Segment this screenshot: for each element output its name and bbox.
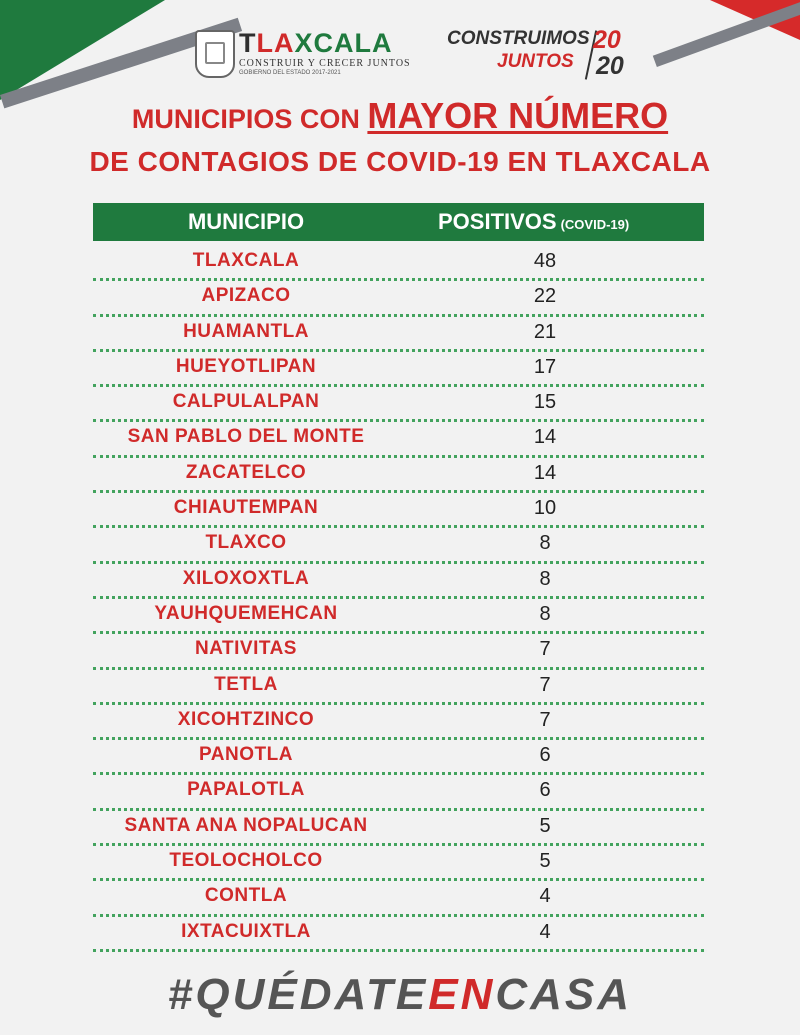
cell-positivos: 17	[533, 355, 557, 378]
table-row	[93, 599, 704, 634]
cell-positivos: 6	[539, 779, 551, 802]
table-row	[93, 705, 704, 740]
cell-positivos: 8	[539, 567, 551, 590]
cell-municipio: HUEYOTLIPAN	[175, 355, 317, 377]
table-header	[93, 203, 704, 241]
page-title-line1	[0, 96, 800, 139]
cell-positivos: 8	[539, 532, 551, 555]
table-row	[93, 775, 704, 810]
table-row	[93, 387, 704, 422]
cell-municipio: TETLA	[214, 673, 278, 695]
cell-municipio: ZACATELCO	[185, 461, 307, 483]
hashtag-part2: EN	[428, 970, 496, 1019]
cell-positivos: 21	[533, 320, 557, 343]
cell-municipio: TLAXCALA	[192, 250, 300, 271]
cell-positivos: 48	[533, 250, 557, 272]
table-row	[93, 458, 704, 493]
cell-positivos: 7	[539, 638, 551, 661]
cell-positivos: 4	[539, 885, 551, 908]
cell-municipio: CHIAUTEMPAN	[173, 497, 319, 519]
brand-name-part2: LA	[256, 28, 295, 58]
brand-name-part1: T	[239, 28, 257, 58]
table-row	[93, 740, 704, 775]
title-prefix: MUNICIPIOS CON	[131, 104, 360, 134]
slogan-logo	[447, 28, 627, 88]
brand-block	[239, 28, 411, 77]
table-row	[93, 917, 704, 952]
cell-positivos: 15	[533, 391, 557, 414]
cell-positivos: 6	[539, 744, 551, 767]
cell-municipio: TLAXCO	[205, 532, 287, 554]
cell-positivos: 4	[539, 920, 551, 943]
cell-positivos: 14	[533, 426, 557, 449]
cell-positivos: 8	[539, 602, 551, 625]
cell-positivos: 14	[533, 461, 557, 484]
slogan-year-top: 20	[593, 26, 621, 54]
state-seal-icon	[195, 30, 235, 78]
slogan-line1: CONSTRUIMOS	[447, 28, 590, 49]
cell-positivos: 7	[539, 708, 551, 731]
table-row	[93, 493, 704, 528]
cell-municipio: HUAMANTLA	[183, 320, 309, 342]
column-header-positivos	[438, 203, 629, 241]
table-row	[93, 564, 704, 599]
table-row	[93, 281, 704, 316]
cell-positivos: 5	[539, 814, 551, 837]
cell-municipio: SAN PABLO DEL MONTE	[127, 426, 365, 448]
table-row	[93, 422, 704, 457]
slogan-line2: JUNTOS	[497, 51, 574, 72]
table-row	[93, 846, 704, 881]
brand-name	[239, 28, 411, 58]
table-row	[93, 881, 704, 916]
brand-name-part3: XCALA	[294, 28, 393, 58]
column-header-positivos-label: POSITIVOS	[438, 209, 557, 234]
cell-municipio: CALPULALPAN	[172, 391, 320, 413]
column-header-municipio: MUNICIPIO	[187, 209, 305, 234]
table-body	[93, 246, 704, 952]
cell-municipio: YAUHQUEMEHCAN	[154, 602, 338, 624]
cell-positivos: 22	[533, 285, 557, 308]
cell-positivos: 10	[533, 497, 557, 520]
slogan-year-bottom: 20	[596, 52, 624, 80]
brand-government: GOBIERNO DEL ESTADO 2017-2021	[239, 70, 341, 76]
table-row	[93, 246, 704, 281]
table-row	[93, 811, 704, 846]
table-row	[93, 670, 704, 705]
page-title-line2: DE CONTAGIOS DE COVID-19 EN TLAXCALA	[89, 146, 711, 177]
cell-municipio: TEOLOCHOLCO	[169, 850, 323, 872]
column-header-positivos-note: (COVID-19)	[560, 217, 630, 232]
cell-municipio: XILOXOXTLA	[182, 567, 310, 589]
hashtag-part1: #QUÉDATE	[167, 970, 429, 1019]
title-highlight: MAYOR NÚMERO	[367, 95, 669, 136]
table-row	[93, 528, 704, 563]
hashtag-part3: CASA	[495, 970, 633, 1019]
table-row	[93, 317, 704, 352]
cell-municipio: IXTACUIXTLA	[181, 920, 311, 942]
table-row	[93, 352, 704, 387]
cell-municipio: SANTA ANA NOPALUCAN	[124, 814, 368, 836]
table-row	[93, 634, 704, 669]
cell-municipio: NATIVITAS	[195, 638, 297, 660]
hashtag-footer	[0, 970, 800, 1020]
brand-tagline: CONSTRUIR Y CRECER JUNTOS	[239, 58, 411, 69]
cell-positivos: 5	[539, 850, 551, 873]
cell-municipio: PANOTLA	[199, 744, 293, 766]
cell-municipio: APIZACO	[201, 285, 291, 307]
cell-municipio: XICOHTZINCO	[177, 708, 315, 730]
cell-positivos: 7	[539, 673, 551, 696]
cell-municipio: PAPALOTLA	[187, 779, 305, 801]
cell-municipio: CONTLA	[204, 885, 288, 907]
